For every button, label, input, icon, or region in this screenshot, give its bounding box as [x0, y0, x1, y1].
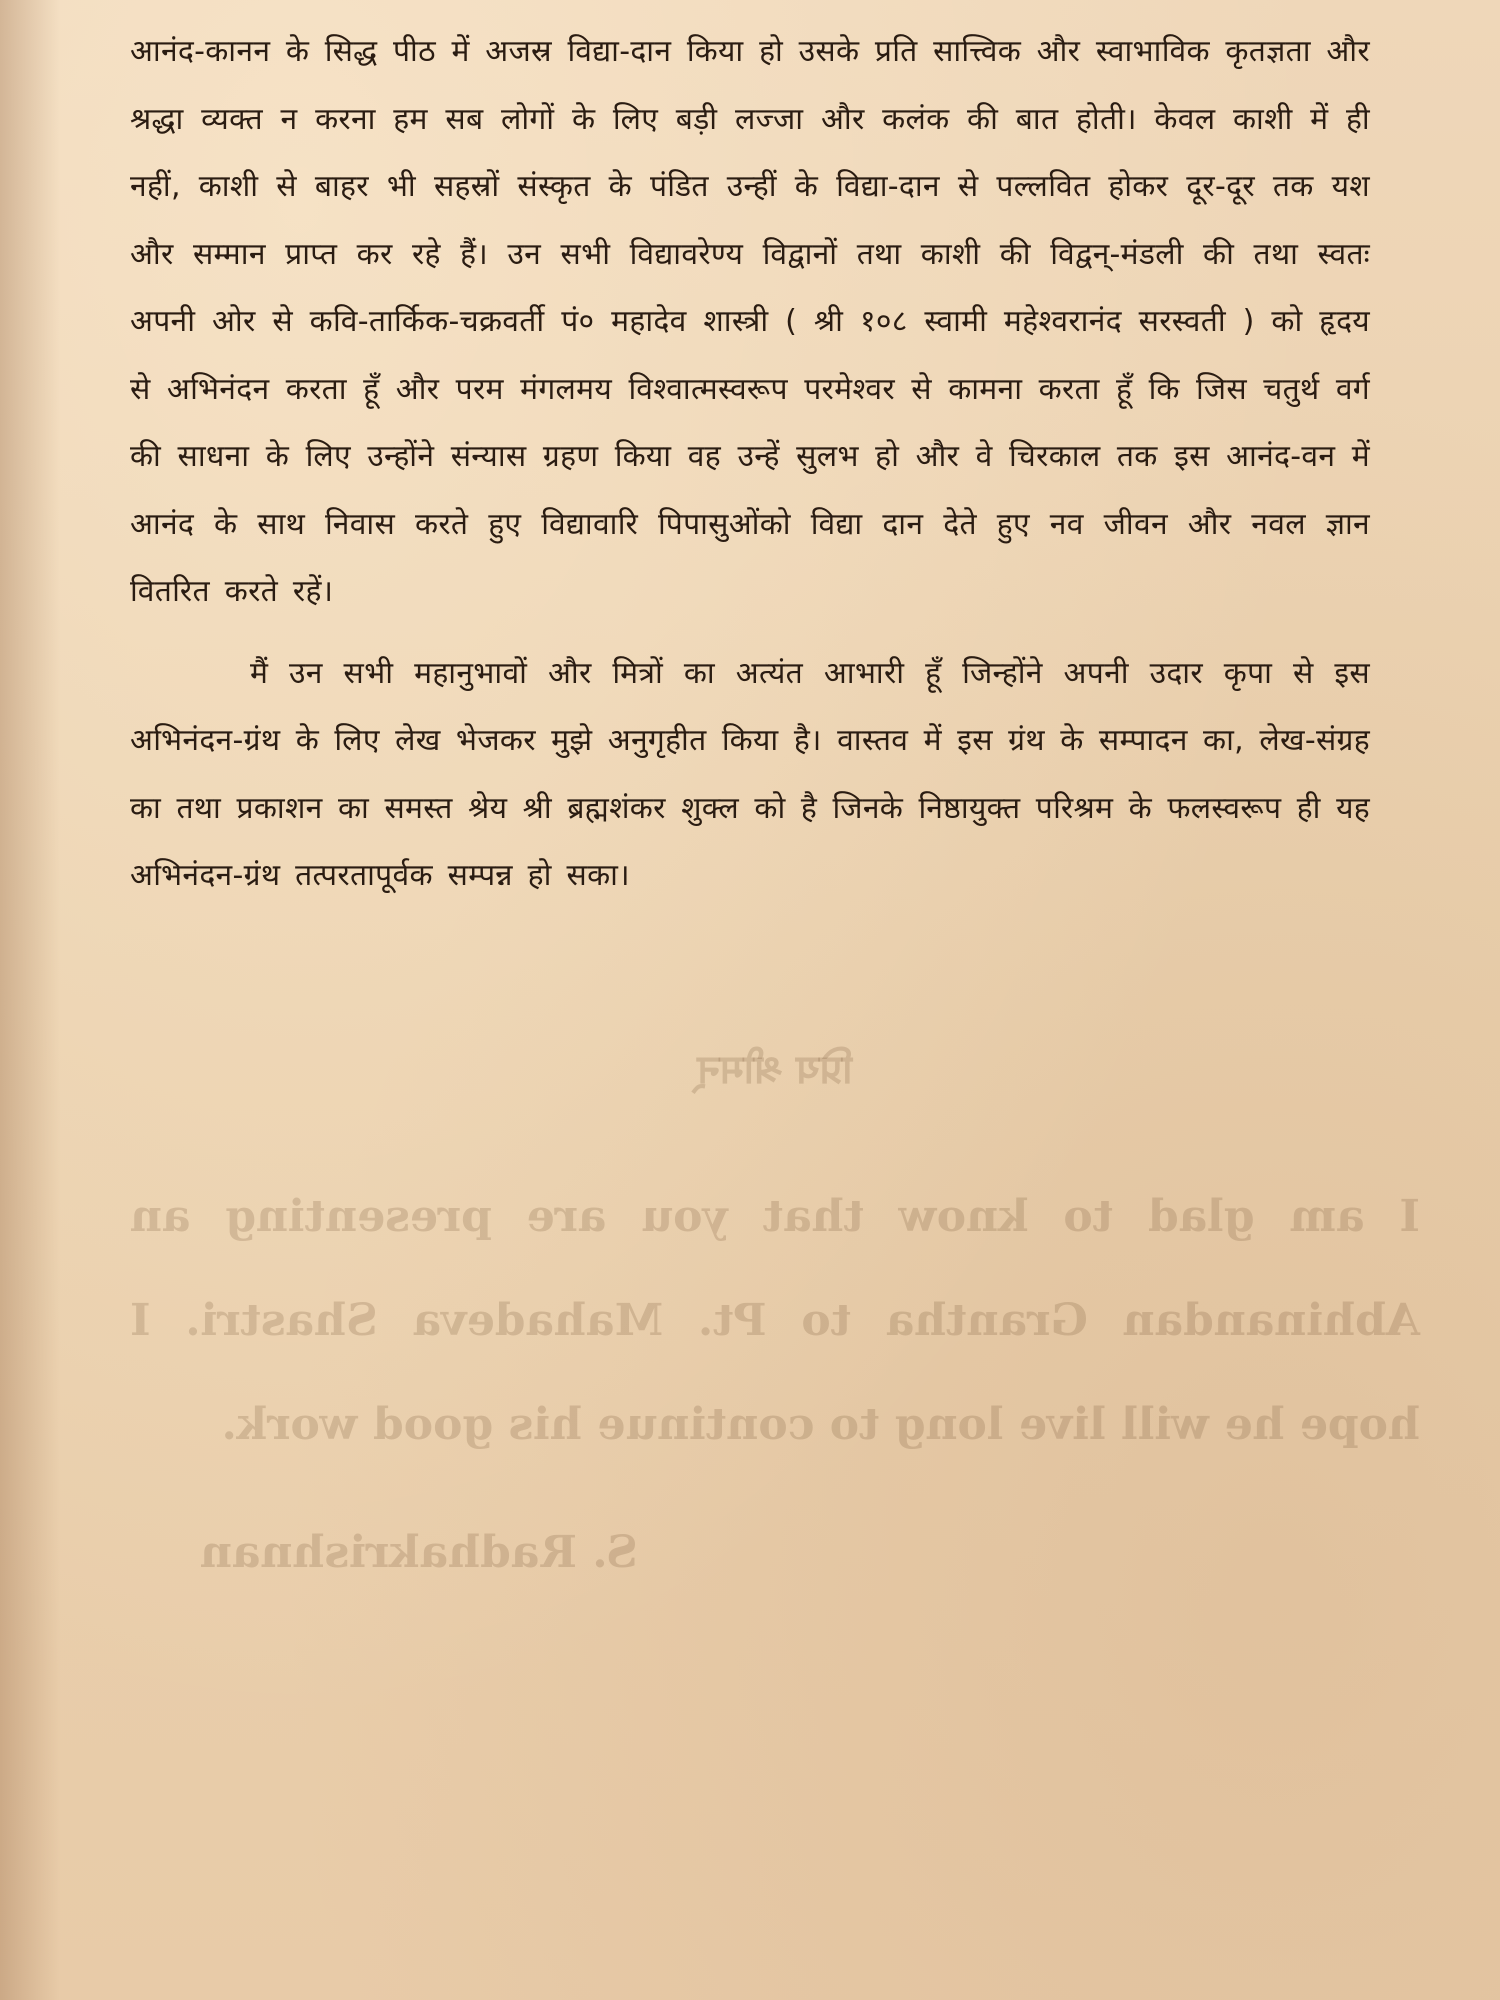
- paragraph-2: मैं उन सभी महानुभावों और मित्रों का अत्यंत आभारी हूँ जिन्होंने अपनी उदार कृपा से इस अभिनंदन-ग्रंथ के लिए लेख भेजकर मुझे अनुगृहीत किया है। वास्तव में इस ग्रंथ के सम्पादन का, लेख-संग्रह का तथा प्रकाशन का समस्त श्रेय श्री ब्रह्मशंकर शुक्ल को है जिनके निष्ठायुक्त परिश्रम के फलस्वरूप ही यह अभिनंदन-ग्रंथ तत्परतापूर्वक सम्पन्न हो सका।: [130, 655, 1370, 893]
- main-text-block: [130, 18, 1370, 910]
- show-through-salutation: प्रिय श्रीमन्: [697, 1046, 853, 1093]
- paragraph-1: आनंद-कानन के सिद्ध पीठ में अजस्र विद्या-दान किया हो उसके प्रति सात्त्विक और स्वाभाविक कृतज्ञता और श्रद्धा व्यक्त न करना हम सब लोगों के लिए बड़ी लज्जा और कलंक की बात होती। केवल काशी में ही नहीं, काशी से बाहर भी सहस्रों संस्कृत के पंडित उन्हीं के विद्या-दान से पल्लवित होकर दूर-दूर तक यश और सम्मान प्राप्त कर रहे हैं। उन सभी विद्यावरेण्य विद्वानों तथा काशी की विद्वन्-मंडली की तथा स्वतः अपनी ओर से कवि-तार्किक-चक्रवर्ती पं० महादेव शास्त्री ( श्री १०८ स्वामी महेश्वरानंद सरस्वती ) को हृदय से अभिनंदन करता हूँ और परम मंगलमय विश्वात्मस्वरूप परमेश्वर से कामना करता हूँ कि जिस चतुर्थ वर्ग की साधना के लिए उन्होंने संन्यास ग्रहण किया वह उन्हें सुलभ हो और वे चिरकाल तक इस आनंद-वन में आनंद के साथ निवास करते हुए विद्यावारि पिपासुओंको विद्या दान देते हुए नव जीवन और नवल ज्ञान वितरित करते रहें।: [130, 34, 1370, 609]
- page-edge-shadow: [0, 0, 60, 2000]
- show-through-signature: S. Radhakrishnan: [200, 1527, 638, 1578]
- show-through-message: I am glad to know that you are presenting an Abhinandan Grantha to Pt. Mahadeva Shastri. I hope he will live long to continue his good work.: [130, 1191, 1420, 1450]
- show-through-text: [130, 1040, 1420, 1578]
